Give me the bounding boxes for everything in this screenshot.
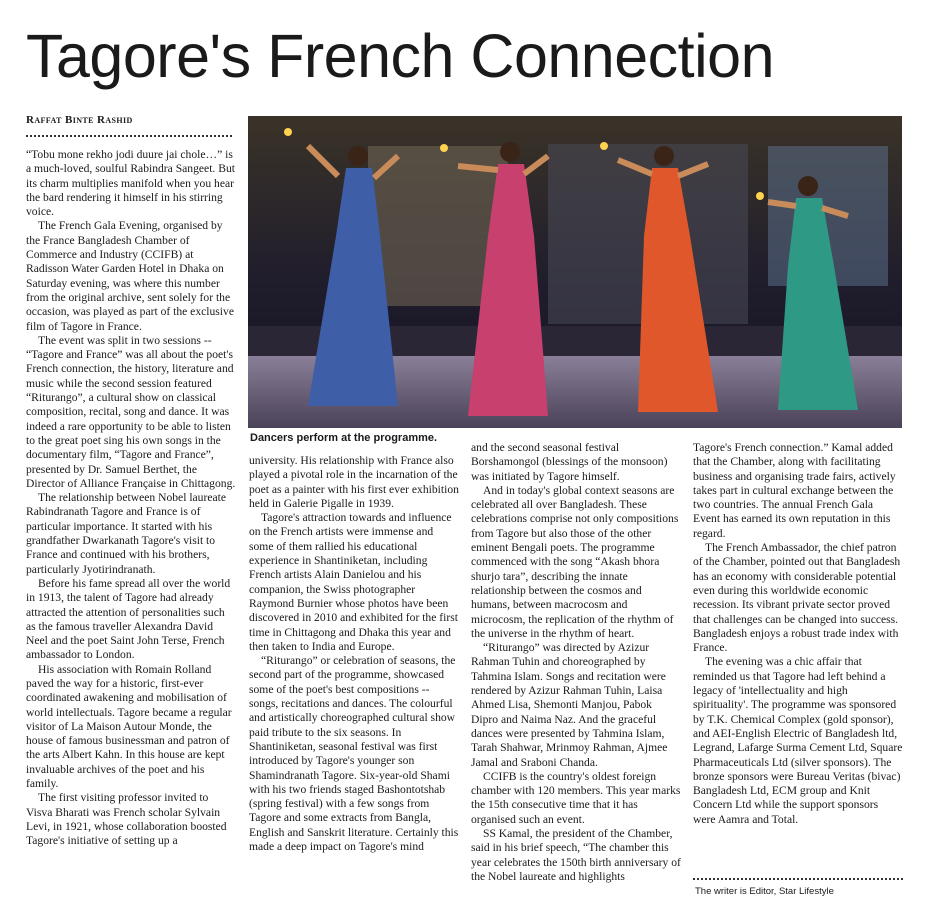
byline-divider [26, 135, 232, 137]
paragraph: The French Ambassador, the chief patron of the Chamber, pointed out that Bangladesh has an economy with considerable potential even during this worldwide economic recession. Its vibrant private sector proved that challenges can be changed into success. Bangladesh enjoys a robust trade index with France. [693, 541, 901, 655]
article-column-3 [471, 441, 681, 909]
paragraph: The event was split in two sessions -- “Tagore and France” was all about the poet's French connection, the history, literature and music while the second session featured “Riturango”, a cultural show on classical composition, recital, song and dance. It was indeed a rare opportunity to be able to listen to the great poet sing his own songs in the documentary film, “Tagore and France”, presented by Dr. Samuel Berthet, the Director of Alliance Française in Chittagong. [26, 333, 236, 490]
dancers-photo-illustration [248, 116, 902, 428]
paragraph: His association with Romain Rolland paved the way for a historic, first-ever coordinated awakening and mobilisation of world intellectuals. Tagore became a regular visitor of La Maison Autour Monde, the house of famous businessman and patron of the arts Albert Kahn. In this house are kept invaluable archives of the poet and his family. [26, 662, 232, 791]
paragraph: “Riturango” was directed by Azizur Rahman Tuhin and choreographed by Tahmina Islam. Songs and recitation were rendered by Azizur Rahman Tuhin, Laisa Ahmed Lisa, Shemonti Manjou, Pabok Dipro and Naima Naz. And the graceful dances were presented by Tahmina Islam, Tarah Shahwar, Mrinmoy Rahman, Ajmee Jamal and Sraboni Chanda. [471, 641, 668, 769]
paragraph: “Tobu mone rekho jodi duure jai chole…” is a much-loved, soulful Rabindra Sangeet. But its charm multiplies manifold when you hear the bard rendering it himself in his stirring voice. [26, 148, 235, 219]
paragraph: Before his fame spread all over the world in 1913, the talent of Tagore had already attracted the attention of personalities such as the famous traveller Alexandra David Neel and the poet Saint John Terse, French ambassador to London. [26, 576, 231, 662]
paragraph: The relationship between Nobel laureate Rabindranath Tagore and France is of particular importance. It started with his grandfather Dwarkanath Tagore's visit to France and continued with his brothers, particularly Jyotirindranath. [26, 491, 226, 576]
headline: Tagore's French Connection [26, 22, 775, 90]
paragraph: And in today's global context seasons are celebrated all over Bangladesh. These celebrations comprise not only compositions from Tagore but also those of the other eminent Bengali poets. The programme commenced with the song “Akash bhora shurjo tara”, describing the innate relationship between the cosmos and humans, between macrocosm and microcosm, the replication of the rhythm of the universe in the rhythm of heart. [471, 483, 679, 640]
paragraph: Tagore's French connection.” Kamal added that the Chamber, along with facilitating business and organising trade fairs, actively takes part in cultural exchange between the two countries. The annual French Gala Event has earned its own reputation in this regard. [693, 441, 896, 540]
photo-caption: Dancers perform at the programme. [250, 432, 438, 444]
article-column-2 [249, 454, 459, 909]
dancers-photo [248, 116, 902, 428]
paragraph: Tagore's attraction towards and influence on the French artists were immense and some of them rallied his educational experience in Shantiniketan, including French artists Alain Danielou and his companion, the Swiss photographer Raymond Burnier whose photos have been discovered in 2010 and exhibited for the first time in Chittagong and Dhaka this year and then taken to India and Europe. [249, 511, 458, 653]
article-column-1 [26, 148, 236, 908]
paragraph: and the second seasonal festival Borshamongol (blessings of the monsoon) was initiated by Tagore himself. [471, 441, 668, 483]
paragraph: SS Kamal, the president of the Chamber, said in his brief speech, “The chamber this year celebrates the 150th birth anniversary of the Nobel laureate and highlights [471, 827, 681, 883]
byline: Raffat Binte Rashid [26, 114, 133, 126]
paragraph: The French Gala Evening, organised by the France Bangladesh Chamber of Commerce and Industry (CCIFB) at Radisson Water Garden Hotel in Dhaka on Saturday evening, was where this number from the original archive, sent solely for the occasion, was played as part of the exclusive film of Tagore in France. [26, 219, 234, 333]
paragraph: CCIFB is the country's oldest foreign chamber with 120 members. This year marks the 15th consecutive time that it has organised such an event. [471, 769, 681, 826]
article-column-4 [693, 441, 903, 873]
writer-divider [693, 878, 903, 880]
paragraph: university. His relationship with France also played a pivotal role in the incarnation of the poet as a painter with his first ever exhibition held in Galerie Pigalle in 1939. [249, 454, 459, 510]
paragraph: The evening was a chic affair that reminded us that Tagore had left behind a legacy of 'intellectuality and high spirituality'. The programme was sponsored by T.K. Chemical Complex (gold sponsor), and AEI-English Electric of Bangladesh ltd, Legrand, Lafarge Surma Cement Ltd, Square Pharmaceuticals Ltd (silver sponsors). The bronze sponsors were Bureau Veritas (bivac) Bangladesh Ltd, ECM group and Knit Concern Ltd while the support sponsors were Aamra and Total. [693, 655, 903, 826]
writer-note: The writer is Editor, Star Lifestyle [695, 886, 834, 897]
paragraph: “Riturango” or celebration of seasons, the second part of the programme, showcased some of the poet's best compositions -- songs, recitations and dances. The colourful and artistically choreographed cultural show paid tribute to the six seasons. In Shantiniketan, seasonal festival was first introduced by Tagore's younger son Shamindranath Tagore. Six-year-old Shami with his two friends staged Bashontotshab (spring festival) with a few songs from Tagore and some extracts from Bangla, English and Sanskrit literature. Certainly this made a deep impact on Tagore's mind [249, 654, 459, 854]
paragraph: The first visiting professor invited to Visva Bharati was French scholar Sylvain Levi, in 1921, whose collaboration boosted Tagore's initiative of setting up a [26, 791, 227, 848]
